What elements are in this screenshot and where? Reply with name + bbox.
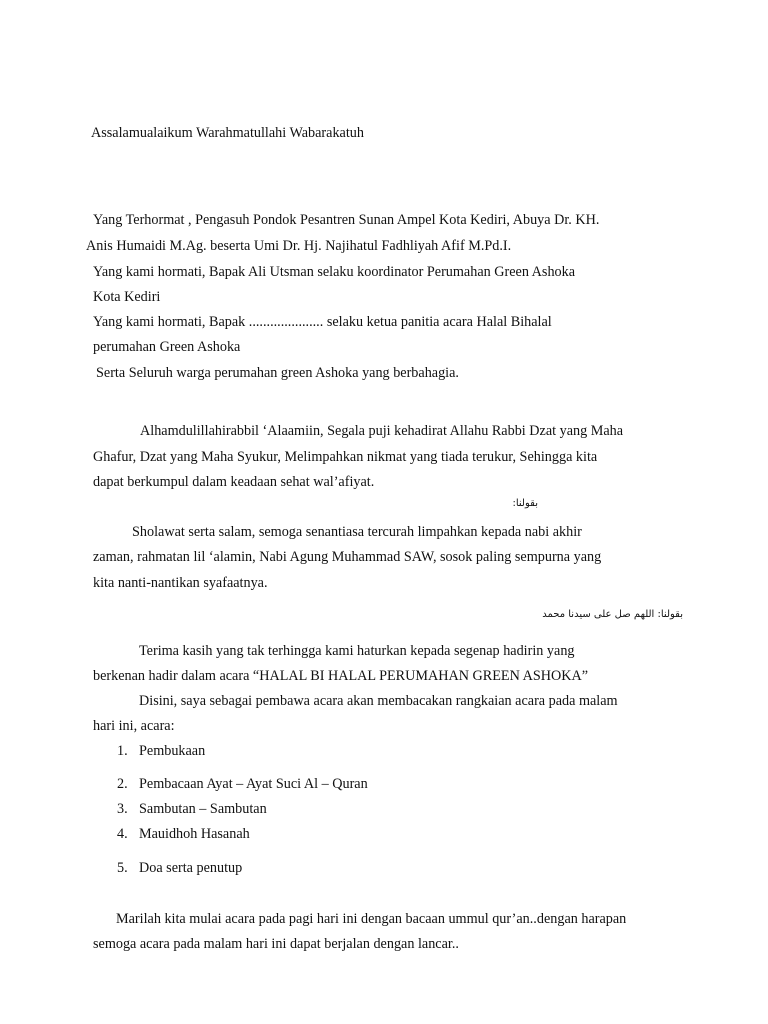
arabic-text-2: بقولنا: اللهم صل على سيدنا محمد [542, 609, 683, 620]
sholawat-line-3: kita nanti-nantikan syafaatnya. [93, 575, 268, 591]
hamdalah-line-1: Alhamdulillahirabbil ‘Alaamiin, Segala puji kehadirat Allahu Rabbi Dzat yang Maha [140, 423, 624, 439]
hamdalah-line-2: Ghafur, Dzat yang Maha Syukur, Melimpahkan nikmat yang tiada terukur, Sehingga kita [93, 449, 598, 465]
honor-line-4: Kota Kediri [93, 289, 161, 305]
agenda-number: 4. [117, 826, 128, 842]
agenda-number: 3. [117, 801, 128, 817]
honor-line-5: Yang kami hormati, Bapak ..................... selaku ketua panitia acara Halal Bihalal [93, 314, 552, 330]
agenda-text: Doa serta penutup [139, 860, 243, 876]
agenda-text: Mauidhoh Hasanah [139, 826, 250, 842]
agenda-item [117, 859, 242, 877]
closing-line-1: Marilah kita mulai acara pada pagi hari ini dengan bacaan ummul qur’an..dengan harapan [116, 911, 627, 927]
program-intro-line-2: hari ini, acara: [93, 718, 175, 734]
honor-line-1: Yang Terhormat , Pengasuh Pondok Pesantren Sunan Ampel Kota Kediri, Abuya Dr. KH. [93, 212, 600, 228]
sholawat-line-1: Sholawat serta salam, semoga senantiasa tercurah limpahkan kepada nabi akhir [132, 524, 582, 540]
honor-line-2: Anis Humaidi M.Ag. beserta Umi Dr. Hj. Najihatul Fadhliyah Afif M.Pd.I. [86, 238, 512, 254]
agenda-number: 1. [117, 743, 128, 759]
agenda-item [117, 825, 250, 843]
agenda-text: Pembukaan [139, 743, 206, 759]
agenda-number: 2. [117, 776, 128, 792]
arabic-text-1: بقولنا: [512, 498, 538, 509]
agenda-item [117, 775, 368, 793]
closing-line-2: semoga acara pada malam hari ini dapat berjalan dengan lancar.. [93, 936, 459, 952]
agenda-number: 5. [117, 860, 128, 876]
agenda-text: Sambutan – Sambutan [139, 801, 267, 817]
thanks-line-1: Terima kasih yang tak terhingga kami haturkan kepada segenap hadirin yang [139, 643, 575, 659]
agenda-item [117, 742, 205, 760]
program-intro-line-1: Disini, saya sebagai pembawa acara akan membacakan rangkaian acara pada malam [139, 693, 618, 709]
sholawat-line-2: zaman, rahmatan lil ‘alamin, Nabi Agung Muhammad SAW, sosok paling sempurna yang [93, 549, 602, 565]
honor-line-7: Serta Seluruh warga perumahan green Ashoka yang berbahagia. [96, 365, 459, 381]
agenda-item [117, 800, 267, 818]
agenda-text: Pembacaan Ayat – Ayat Suci Al – Quran [139, 776, 368, 792]
honor-line-3: Yang kami hormati, Bapak Ali Utsman selaku koordinator Perumahan Green Ashoka [93, 264, 576, 280]
thanks-line-2: berkenan hadir dalam acara “HALAL BI HALAL PERUMAHAN GREEN ASHOKA” [93, 668, 588, 684]
hamdalah-line-3: dapat berkumpul dalam keadaan sehat wal’afiyat. [93, 474, 375, 490]
honor-line-6: perumahan Green Ashoka [93, 339, 241, 355]
greeting: Assalamualaikum Warahmatullahi Wabarakatuh [91, 125, 364, 141]
